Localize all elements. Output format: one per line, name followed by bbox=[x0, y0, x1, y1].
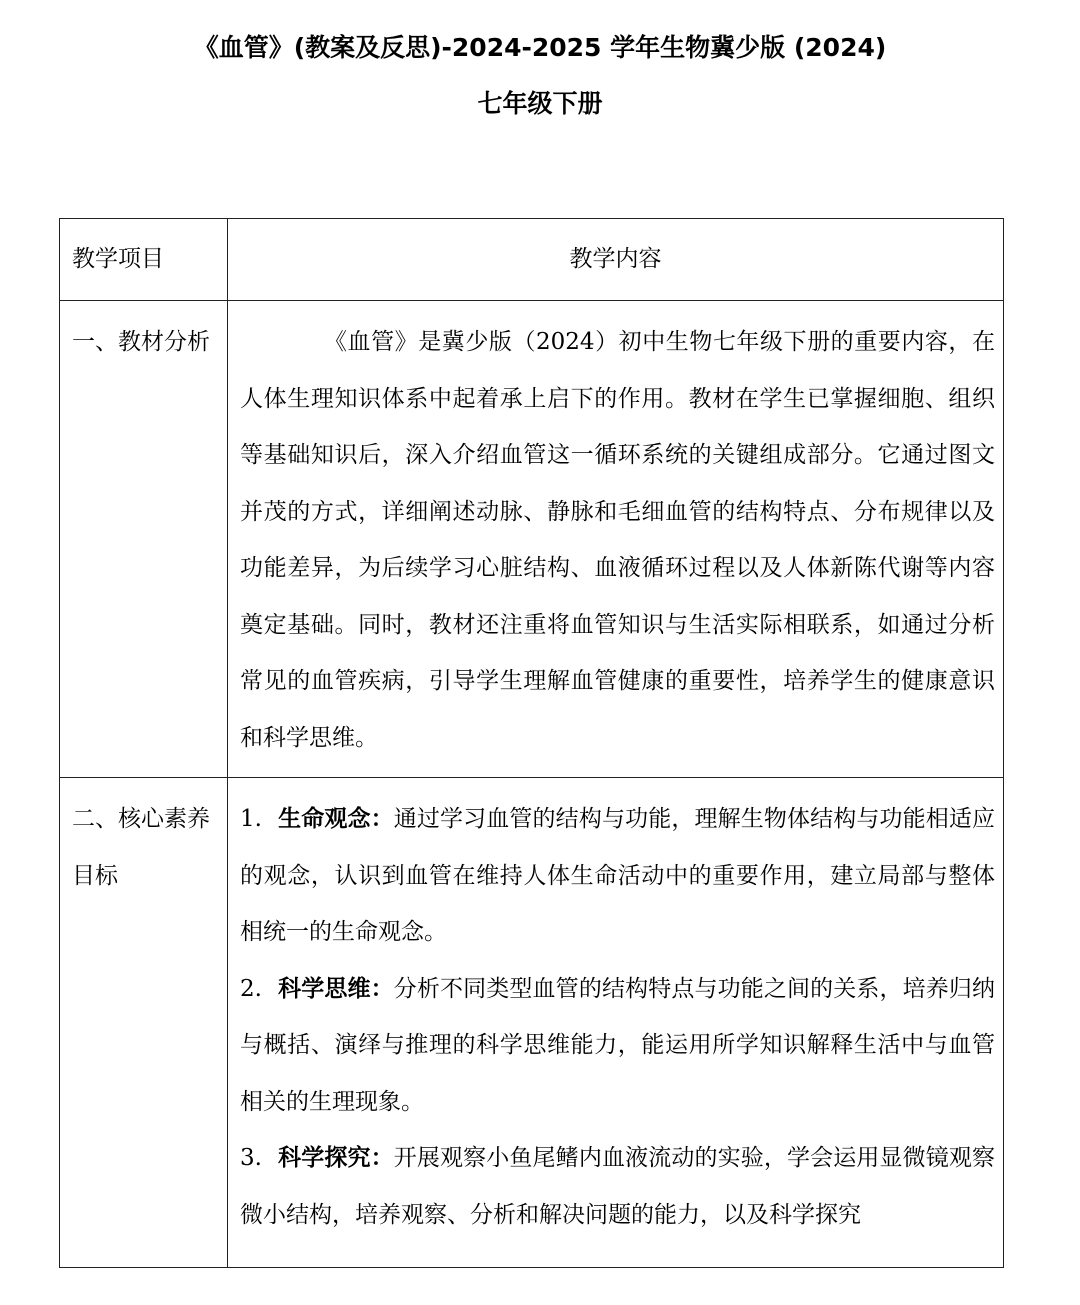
document-subtitle: 七年级下册 bbox=[477, 89, 603, 118]
goal-item-scientific-inquiry bbox=[240, 1130, 995, 1243]
goal-number: 3. bbox=[240, 1145, 262, 1171]
goal-text: 分析不同类型血管的结构特点与功能之间的关系，培养归纳与概括、演绎与推理的科学思维能力，能运用所学知识解释生活中与血管相关的生理现象。 bbox=[240, 975, 996, 1115]
table-header-row bbox=[60, 219, 1004, 301]
goal-name: 生命观念： bbox=[278, 805, 394, 832]
table-row-textbook-analysis bbox=[60, 301, 1004, 778]
goal-text: 通过学习血管的结构与功能，理解生物体结构与功能相适应的观念，认识到血管在维持人体生命活动中的重要作用，建立局部与整体相统一的生命观念。 bbox=[240, 806, 996, 945]
goal-name: 科学思维： bbox=[278, 974, 394, 1002]
goal-text: 开展观察小鱼尾鳍内血液流动的实验，学会运用显微镜观察微小结构，培养观察、分析和解决问题的能力，以及科学探究 bbox=[240, 1145, 996, 1228]
textbook-analysis-cell bbox=[228, 301, 1004, 778]
goal-item-life-concept bbox=[240, 791, 995, 961]
header-teaching-item: 教学项目 bbox=[60, 219, 228, 301]
header-teaching-content: 教学内容 bbox=[228, 219, 1004, 301]
document-title: 《血管》(教案及反思)-2024-2025 学年生物冀少版 (2024) bbox=[193, 33, 887, 62]
table-row-core-literacy-goals bbox=[60, 778, 1004, 1268]
row-label-textbook-analysis: 一、教材分析 bbox=[60, 301, 228, 778]
goal-number: 1. bbox=[240, 806, 262, 832]
row-label-core-literacy-goals: 二、核心素养目标 bbox=[60, 778, 228, 1268]
goal-item-scientific-thinking bbox=[240, 961, 995, 1131]
core-literacy-goals-cell bbox=[228, 778, 1004, 1268]
lesson-plan-table bbox=[59, 218, 1004, 1268]
goal-name: 科学探究： bbox=[278, 1144, 394, 1171]
goal-number: 2. bbox=[240, 975, 262, 1002]
textbook-analysis-paragraph: 《血管》是冀少版（2024）初中生物七年级下册的重要内容，在人体生理知识体系中起着承上启下的作用。教材在学生已掌握细胞、组织等基础知识后，深入介绍血管这一循环系统的关键组成部分。它通过图文并茂的方式，详细阐述动脉、静脉和毛细血管的结构特点、分布规律以及功能差异，为后续学习心脏结构、血液循环过程以及人体新陈代谢等内容奠定基础。同时，教材还注重将血管知识与生活实际相联系，如通过分析常见的血管疾病，引导学生理解血管健康的重要性，培养学生的健康意识和科学思维。 bbox=[240, 329, 995, 751]
